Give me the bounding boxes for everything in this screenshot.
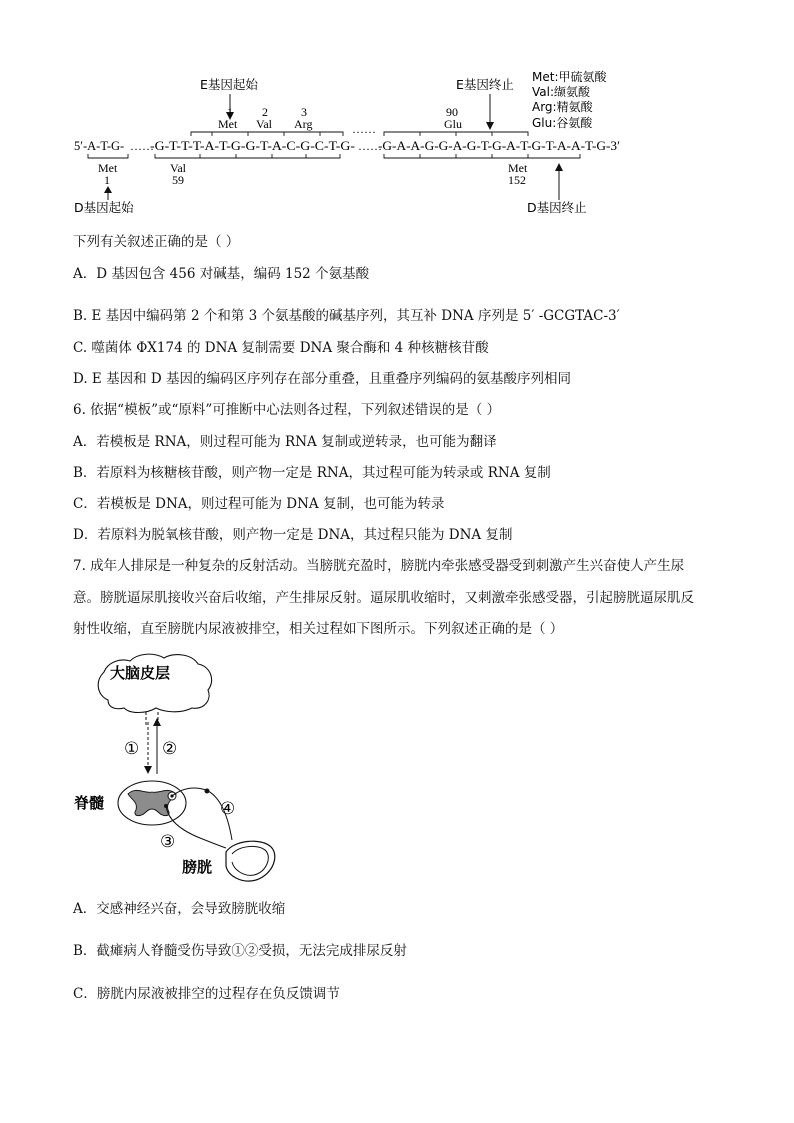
- q6-stem: 6. 依据“模板”或“原料”可推断中心法则各过程，下列叙述错误的是（ ）: [73, 402, 501, 418]
- d-end-arrowhead: [555, 163, 563, 171]
- seq-ellipsis-1: ……: [130, 139, 154, 153]
- e-aa-90-num: 90: [446, 105, 458, 119]
- e-gene-start-label: E基因起始: [200, 77, 258, 92]
- e-aa-3-num: 3: [301, 105, 307, 119]
- gene-overlap-diagram: [0, 0, 794, 225]
- d-aa-152-name: Met: [508, 161, 528, 175]
- legend-line-2: Val:缬氨酸: [532, 85, 591, 99]
- d-aa-152-num: 152: [508, 173, 526, 187]
- d-aa-59-num: 59: [172, 173, 184, 187]
- d-aa-1-name: Met: [98, 161, 118, 175]
- e-end-arrowhead: [486, 122, 494, 130]
- label-circle-1: ①: [124, 739, 140, 758]
- e-aa-1-name: Met: [218, 117, 238, 131]
- pathway-1-arrowhead: [144, 766, 152, 774]
- d-codon-brackets: [88, 154, 580, 158]
- q7-option-a[interactable]: A．交感神经兴奋，会导致膀胱收缩: [73, 901, 286, 917]
- seq-middle: -G-T-T-T-A-T-G-G-T-A-C-G-C-T-G-: [150, 139, 355, 153]
- q6-option-c[interactable]: C．若模板是 DNA，则过程可能为 DNA 复制，也可能为转录: [73, 496, 445, 512]
- bladder-label: 膀胱: [182, 858, 213, 876]
- e-aa-2-num: 2: [262, 105, 268, 119]
- e-aa-90-name: Glu: [444, 117, 462, 131]
- pathway-2-arrowhead: [153, 718, 161, 726]
- q5-option-c[interactable]: C. 噬菌体 ΦX174 的 DNA 复制需要 DNA 聚合酶和 4 种核糖核苷酸: [73, 340, 489, 356]
- q6-option-b[interactable]: B．若原料为核糖核苷酸，则产物一定是 RNA，其过程可能为转录或 RNA 复制: [73, 465, 551, 481]
- legend-line-3: Arg:精氨酸: [532, 100, 593, 114]
- legend-line-4: Glu:谷氨酸: [532, 116, 593, 130]
- d-gene-end-label: D基因终止: [527, 200, 587, 215]
- q7-stem-line-3: 射性收缩，直至膀胱内尿液被排空，相关过程如下图所示。下列叙述正确的是（ ）: [73, 621, 564, 637]
- label-circle-4: ④: [220, 799, 236, 818]
- e-gene-end-label: E基因终止: [456, 77, 514, 92]
- spinal-label: 脊髓: [74, 794, 105, 812]
- seq-left: 5′-A-T-G-: [74, 139, 125, 153]
- q7-stem-line-2: 意。膀胱逼尿肌接收兴奋后收缩，产生排尿反射。逼尿肌收缩时，又刺激牵张感受器，引起膀胱逼尿肌反: [73, 590, 694, 606]
- q6-option-a[interactable]: A．若模板是 RNA，则过程可能为 RNA 复制或逆转录，也可能为翻译: [73, 434, 497, 450]
- d-aa-1-num: 1: [104, 173, 110, 187]
- e-aa-3-name: Arg: [294, 117, 313, 131]
- seq-right: -G-A-A-G-G-A-G-T-G-A-T-G-T-A-A-T-G-3′: [378, 139, 621, 153]
- micturition-reflex-diagram: [60, 648, 300, 888]
- q6-option-d[interactable]: D．若原料为脱氧核苷酸，则产物一定是 DNA，其过程只能为 DNA 复制: [73, 527, 513, 543]
- d-start-arrowhead: [104, 186, 112, 193]
- q7-option-c[interactable]: C．膀胱内尿液被排空的过程存在负反馈调节: [73, 986, 340, 1002]
- e-aa-1-num: 1: [227, 105, 233, 119]
- ganglion-dot: [205, 789, 210, 794]
- q7-option-b[interactable]: B．截瘫病人脊髓受伤导致①②受损，无法完成排尿反射: [73, 943, 407, 959]
- d-aa-59-name: Val: [170, 161, 186, 175]
- e-aa-2-name: Val: [256, 117, 272, 131]
- d-gene-start-label: D基因起始: [74, 200, 134, 215]
- q5-option-d[interactable]: D. E 基因和 D 基因的编码区序列存在部分重叠，且重叠序列编码的氨基酸序列相同: [73, 371, 571, 387]
- legend-line-1: Met:甲硫氨酸: [532, 70, 607, 84]
- label-circle-3: ③: [160, 832, 176, 851]
- label-circle-2: ②: [162, 739, 178, 758]
- brain-label: 大脑皮层: [110, 664, 171, 682]
- brain-outline: [98, 654, 211, 712]
- q5-stem: 下列有关叙述正确的是（ ）: [73, 234, 240, 250]
- q5-option-b[interactable]: B. E 基因中编码第 2 个和第 3 个氨基酸的碱基序列，其互补 DNA 序列是 5′ -GCGTAC-3′: [73, 308, 620, 324]
- top-ellipsis: ……: [352, 122, 376, 136]
- seq-ellipsis-2: ……: [358, 139, 382, 153]
- q5-option-a[interactable]: A．D 基因包含 456 对碱基，编码 152 个氨基酸: [73, 266, 370, 282]
- q7-stem-line-1: 7. 成年人排尿是一种复杂的反射活动。当膀胱充盈时，膀胱内牵张感受器受到刺激产生兴奋使人产生尿: [73, 558, 685, 574]
